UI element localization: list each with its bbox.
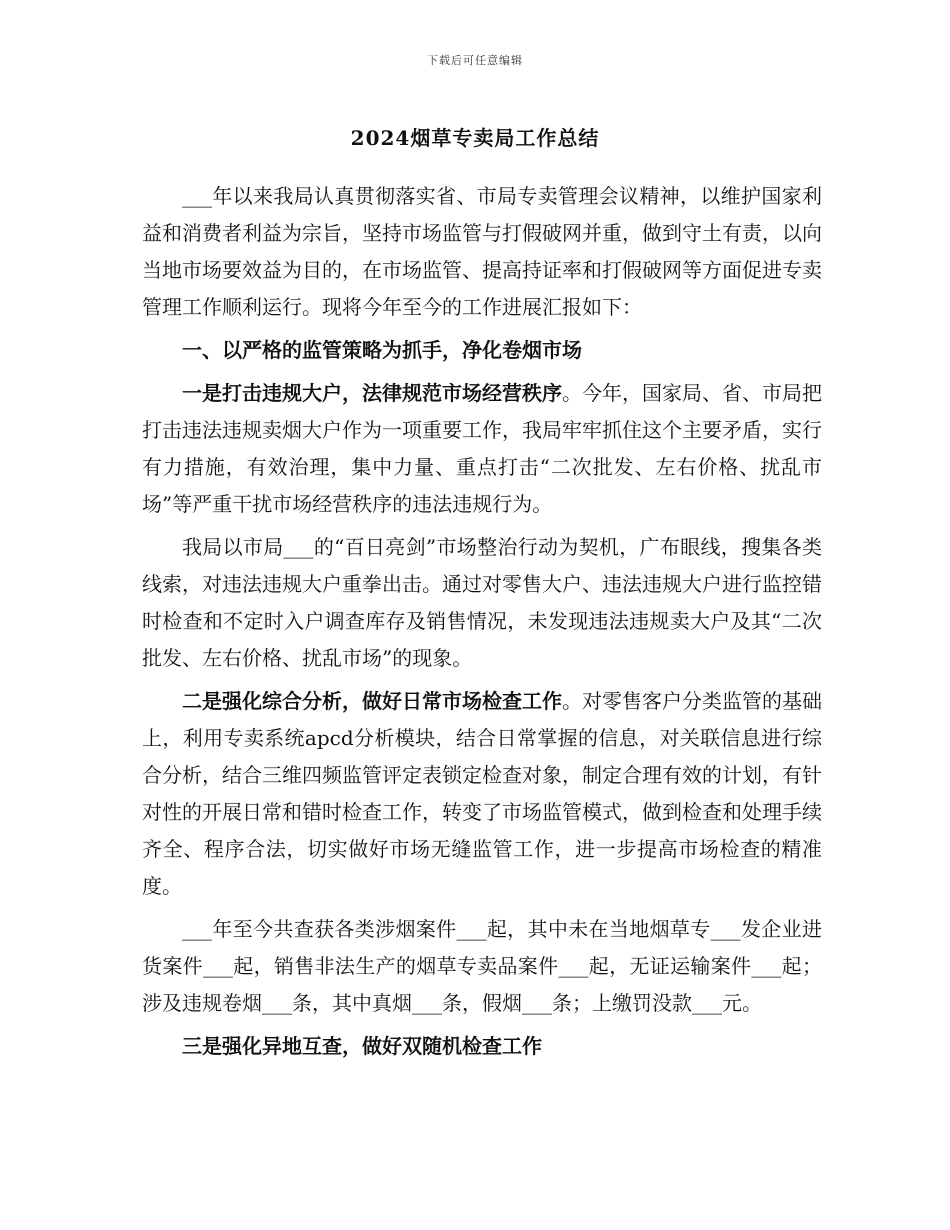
document-body <box>142 178 822 1065</box>
cases-paragraph: ___年至今共查获各类涉烟案件___起，其中未在当地烟草专___发企业进货案件___起，销售非法生产的烟草专卖品案件___起，无证运输案件___起；涉及违规卷烟___条，其中真烟___条，假烟___条；上缴罚没款___元。 <box>142 917 822 1015</box>
point-2-lead: 二是强化综合分析，做好日常市场检查工作 <box>182 689 562 713</box>
point-2-text: 。对零售客户分类监管的基础上，利用专卖系统apcd分析模块，结合日常掌握的信息，对关联信息进行综合分析，结合三维四频监管评定表锁定检查对象，制定合理有效的计划，有针对性的开展日常和错时检查工作，转变了市场监管模式，做到检查和处理手续齐全、程序合法，切实做好市场无缝监管工作，进一步提高市场检查的精准度。 <box>142 689 822 898</box>
point-1-lead: 一是打击违规大户，法律规范市场经营秩序 <box>182 381 562 405</box>
point-2-paragraph <box>142 683 822 905</box>
intro-paragraph: ___年以来我局认真贯彻落实省、市局专卖管理会议精神，以维护国家利益和消费者利益为宗旨，坚持市场监管与打假破网并重，做到守土有责，以向当地市场要效益为目的，在市场监管、提高持证率和打假破网等方面促进专卖管理工作顺利运行。现将今年至今的工作进展汇报如下： <box>142 184 822 319</box>
campaign-paragraph: 我局以市局___的“百日亮剑”市场整治行动为契机，广布眼线，搜集各类线索，对违法违规大户重拳出击。通过对零售大户、违法违规大户进行监控错时检查和不定时入户调查库存及销售情况，未发现违法违规卖大户及其“二次批发、左右价格、扰乱市场”的现象。 <box>142 535 822 670</box>
point-1-paragraph <box>142 375 822 523</box>
point-1-text: 。今年，国家局、省、市局把打击违法违规卖烟大户作为一项重要工作，我局牢牢抓住这个主要矛盾，实行有力措施，有效治理，集中力量、重点打击“二次批发、左右价格、扰乱市场”等严重干扰市场经营秩序的违法违规行为。 <box>142 381 822 516</box>
page-header-note: 下载后可任意编辑 <box>427 54 523 67</box>
section-heading-1: 一、以严格的监管策略为抓手，净化卷烟市场 <box>182 338 582 362</box>
document-title: 2024烟草专卖局工作总结 <box>350 126 600 150</box>
point-3-heading: 三是强化异地互查，做好双随机检查工作 <box>182 1034 542 1058</box>
